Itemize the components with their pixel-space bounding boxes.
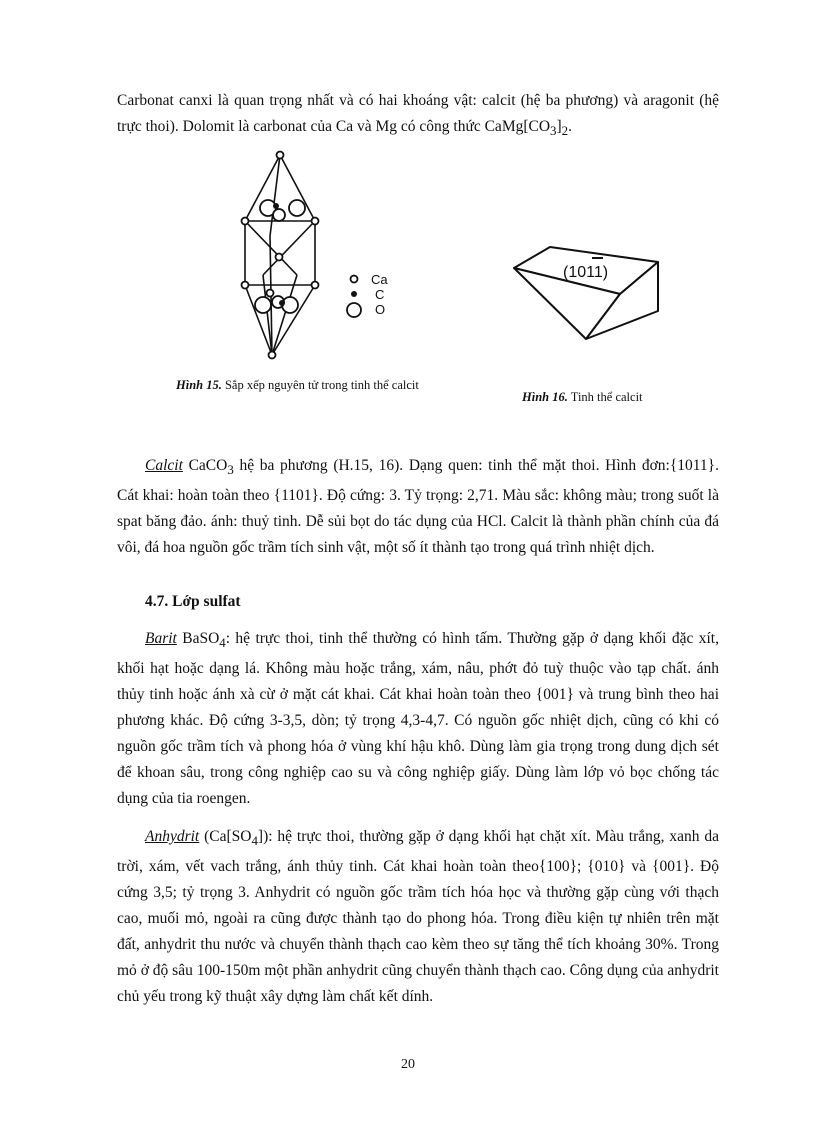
figure-15-text: Sắp xếp nguyên tử trong tinh thể calcit	[224, 378, 419, 392]
barit-formula-sub: 4	[219, 635, 226, 651]
legend-c: C	[375, 287, 385, 302]
figure-15-caption	[176, 378, 419, 393]
calcit-formula-sub: 3	[227, 462, 234, 478]
barit-paragraph	[117, 626, 719, 812]
legend-ca: Ca	[371, 272, 388, 287]
figure-16-label: Hình 16.	[522, 390, 568, 404]
c-atom	[273, 203, 279, 209]
o-atom	[273, 209, 285, 221]
figure-15-label: Hình 15.	[176, 378, 222, 392]
ca-atom	[277, 152, 284, 159]
anhydrit-formula: (Ca[SO	[199, 828, 252, 845]
anhydrit-formula-close: ])	[257, 828, 269, 845]
figure-15-legend	[347, 272, 388, 317]
barit-formula: BaSO	[176, 630, 220, 647]
ca-atom	[242, 218, 249, 225]
calcit-formula: CaCO	[182, 457, 228, 474]
ca-atom	[269, 352, 276, 359]
ca-atom	[267, 290, 274, 297]
section-heading: 4.7. Lớp sulfat	[145, 593, 241, 610]
figure-15-calcite-structure	[230, 148, 410, 363]
intro-text: Carbonat canxi là quan trọng nhất và có hai khoáng vật: calcit (hệ ba phương) và aragonit (hệ trực thoi). Dolomit là carbonat của Ca và Mg có công thức CaMg[CO	[117, 92, 719, 135]
o-atom	[282, 297, 298, 313]
ca-atom	[312, 218, 319, 225]
calcit-text: hệ ba phương (H.15, 16). Dạng quen: tinh thể mặt thoi. Hình đơn:{1011}. Cát khai: hoàn toàn theo {1101}. Độ cứng: 3. Tỷ trọng: 2,71. Màu sắc: không màu; trong suốt là spat băng đảo. ánh: thuỷ tinh. Dễ sủi bọt do tác dụng của HCl. Calcit là thành phần chính của đá vôi, đá hoa nguồn gốc trầm tích sinh vật, một số ít thành tạo trong quá trình nhiệt dịch.	[117, 457, 719, 557]
barit-text: : hệ trực thoi, tinh thể thường có hình tấm. Thường gặp ở dạng khối đặc xít, khối hạt hoặc dạng lá. Không màu hoặc trắng, xám, nâu, phớt đỏ tuỳ thuộc vào tạp chất. ánh thủy tinh hoặc ánh xà cừ ở mặt cát khai. Cát khai hoàn toàn theo {001} và trung bình theo hai phương khác. Độ cứng 3-3,5, dòn; tỷ trọng 4,3-4,7. Có nguồn gốc nhiệt dịch, cũng có khi có nguồn gốc trầm tích và phong hóa ở vùng khí hậu khô. Dùng làm gia trọng trong dung dịch sét để khoan sâu, trong công nghiệp cao su và công nghiệp giấy. Dùng làm lớp vỏ bọc chống tác dụng của tia roengen.	[117, 630, 719, 808]
c-atom	[279, 300, 285, 306]
anhydrit-formula-sub: 4	[251, 833, 258, 849]
ca-atom	[312, 282, 319, 289]
figure-16-text: Tinh thể calcit	[570, 390, 643, 404]
anhydrit-text: : hệ trực thoi, thường gặp ở dạng khối hạt chặt xít. Màu trắng, xanh da trời, xám, vết vach trắng, ánh thủy tinh. Cát khai hoàn toàn theo{100}; {010} và {001}. Độ cứng 3,5; tỷ trọng 3. Anhydrit có nguồn gốc trầm tích hóa học và thường gặp cùng với thạch cao, muối mỏ, ngoài ra cũng được thành tạo do phong hóa. Trong điều kiện tự nhiên trên mặt đất, anhydrit thu nước và chuyển thành thạch cao kèm theo sự tăng thể tích khoảng 30%. Trong mỏ ở độ sâu 100-150m một phần anhydrit cũng chuyển thành thạch cao. Công dụng của anhydrit chủ yếu trong kỹ thuật xây dựng làm chất kết dính.	[117, 828, 719, 1006]
barit-term: Barit	[145, 630, 177, 647]
crystal-face-label: (1011)	[563, 264, 609, 281]
intro-subscript-2: 2	[561, 123, 569, 139]
calcit-paragraph	[117, 453, 719, 561]
figure-16-caption	[522, 390, 643, 405]
legend-o: O	[375, 302, 386, 317]
intro-end: .	[568, 118, 572, 135]
page-number: 20	[401, 1057, 415, 1072]
anhydrit-paragraph	[117, 824, 719, 1010]
o-atom	[289, 200, 305, 216]
intro-bracket: ]	[556, 118, 562, 135]
ca-atom	[242, 282, 249, 289]
ca-atom	[276, 254, 283, 261]
figure-16-calcite-crystal	[508, 244, 688, 346]
intro-subscript: 3	[550, 123, 557, 139]
intro-paragraph	[117, 88, 719, 144]
calcit-term: Calcit	[145, 457, 183, 474]
o-atom	[255, 297, 271, 313]
anhydrit-term: Anhydrit	[145, 828, 200, 845]
